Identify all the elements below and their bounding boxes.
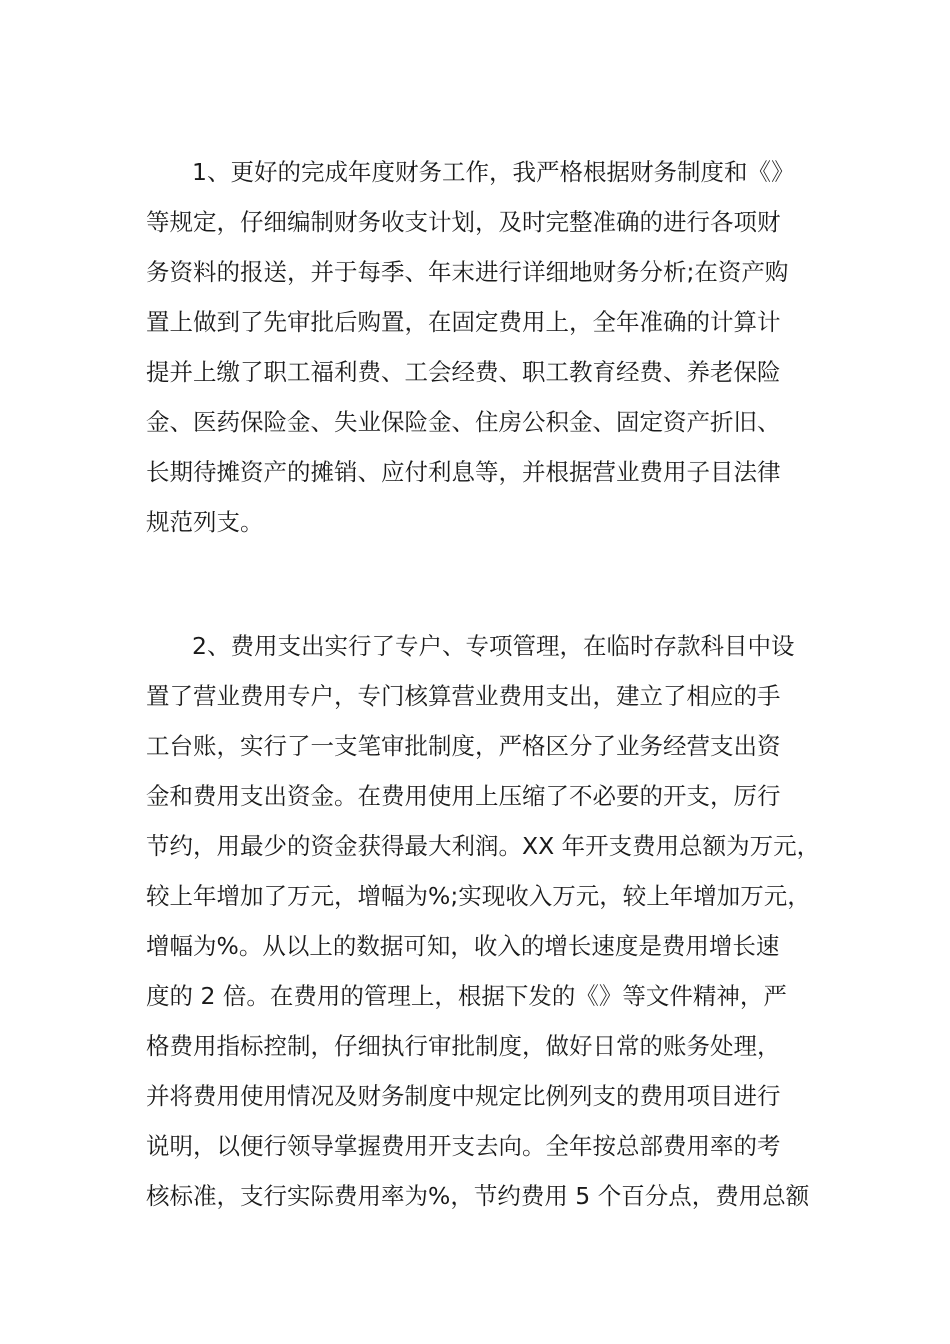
paragraph-line: 较上年增加了万元，增幅为%;实现收入万元，较上年增加万元，: [146, 882, 811, 910]
paragraph-line: 置上做到了先审批后购置，在固定费用上，全年准确的计算计: [146, 308, 781, 336]
paragraph-line: 工台账，实行了一支笔审批制度，严格区分了业务经营支出资: [146, 732, 781, 760]
paragraph-line: 节约，用最少的资金获得最大利润。XX 年开支费用总额为万元，: [146, 832, 821, 860]
paragraph-line: 金和费用支出资金。在费用使用上压缩了不必要的开支，厉行: [146, 782, 781, 810]
paragraph-line: 金、医药保险金、失业保险金、住房公积金、固定资产折旧、: [146, 408, 781, 436]
paragraph-line: 度的 2 倍。在费用的管理上，根据下发的《》等文件精神，严: [146, 982, 787, 1010]
paragraph-line: 格费用指标控制，仔细执行审批制度，做好日常的账务处理，: [146, 1032, 781, 1060]
paragraph-line: 等规定，仔细编制财务收支计划，及时完整准确的进行各项财: [146, 208, 781, 236]
paragraph-line: 1、更好的完成年度财务工作，我严格根据财务制度和《》: [192, 158, 795, 186]
paragraph-line: 说明，以便行领导掌握费用开支去向。全年按总部费用率的考: [146, 1132, 781, 1160]
paragraph-line: 提并上缴了职工福利费、工会经费、职工教育经费、养老保险: [146, 358, 781, 386]
paragraph-line: 2、费用支出实行了专户、专项管理，在临时存款科目中设: [192, 632, 795, 660]
paragraph-line: 并将费用使用情况及财务制度中规定比例列支的费用项目进行: [146, 1082, 781, 1110]
paragraph-line: 置了营业费用专户，专门核算营业费用支出，建立了相应的手: [146, 682, 781, 710]
paragraph-line: 核标准，支行实际费用率为%，节约费用 5 个百分点，费用总额: [146, 1182, 810, 1210]
paragraph-line: 增幅为%。从以上的数据可知，收入的增长速度是费用增长速: [146, 932, 780, 960]
paragraph-line: 规范列支。: [146, 508, 264, 536]
paragraph-line: 长期待摊资产的摊销、应付利息等，并根据营业费用子目法律: [146, 458, 781, 486]
paragraph-line: 务资料的报送，并于每季、年末进行详细地财务分析;在资产购: [146, 258, 789, 286]
